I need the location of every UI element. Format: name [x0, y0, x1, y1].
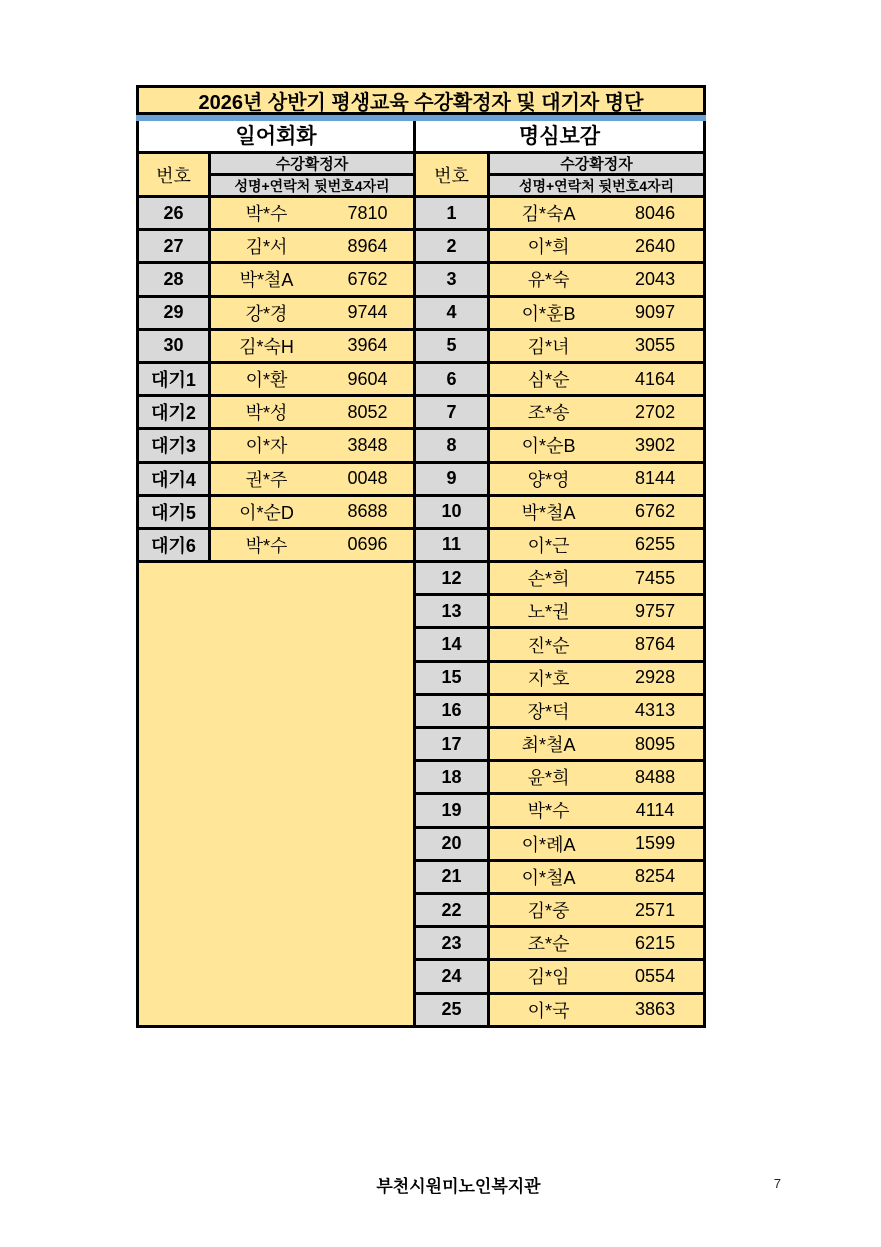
registrant-name: 박*철A — [239, 270, 294, 291]
registrant-name: 심*순 — [527, 370, 570, 391]
name-phone-header-left: 성명+연락처 뒷번호4자리 — [211, 176, 416, 198]
registrant-phone4: 9757 — [635, 600, 676, 621]
registrant-name: 이*환 — [245, 370, 288, 391]
name-phone-cell — [211, 264, 416, 297]
registrant-name: 조*송 — [527, 403, 570, 424]
row-no-cell: 2 — [416, 231, 490, 264]
registrant-name: 박*철A — [521, 502, 576, 523]
row-no-cell: 22 — [416, 895, 490, 928]
registrant-phone4: 9604 — [347, 368, 388, 389]
row-no-cell: 14 — [416, 629, 490, 662]
row-no-cell: 대기5 — [139, 497, 211, 530]
registrant-phone4: 8052 — [347, 401, 388, 422]
registrant-name: 유*숙 — [527, 270, 570, 291]
table-title: 2026년 상반기 평생교육 수강확정자 및 대기자 명단 — [136, 85, 706, 115]
name-phone-cell — [490, 596, 706, 629]
row-no-cell: 28 — [139, 264, 211, 297]
registrant-phone4: 4114 — [635, 799, 675, 820]
name-phone-cell — [490, 497, 706, 530]
name-phone-cell — [490, 696, 706, 729]
registrant-phone4: 8095 — [635, 733, 676, 754]
registrant-name: 진*순 — [527, 635, 570, 656]
registrant-name: 김*중 — [527, 901, 570, 922]
registrant-name: 이*근 — [527, 535, 570, 556]
registrant-name: 박*성 — [245, 403, 288, 424]
roster-grid — [136, 121, 706, 1028]
confirmed-header-right: 수강확정자 — [490, 154, 706, 176]
name-phone-cell — [490, 961, 706, 994]
name-phone-header-right: 성명+연락처 뒷번호4자리 — [490, 176, 706, 198]
row-no-cell: 27 — [139, 231, 211, 264]
registrant-name: 이*철A — [521, 867, 576, 888]
row-no-cell: 23 — [416, 928, 490, 961]
row-no-cell: 21 — [416, 862, 490, 895]
name-phone-cell — [211, 530, 416, 563]
page-number: 7 — [773, 1176, 781, 1191]
registrant-name: 손*희 — [527, 569, 570, 590]
registrant-phone4: 1599 — [635, 833, 676, 854]
name-phone-cell — [490, 397, 706, 430]
name-phone-cell — [490, 995, 706, 1028]
name-phone-cell — [490, 762, 706, 795]
registrant-phone4: 2702 — [635, 401, 676, 422]
registrant-phone4: 8046 — [635, 202, 676, 223]
registrant-phone4: 0048 — [347, 468, 388, 489]
registrant-phone4: 4164 — [635, 368, 676, 389]
name-phone-cell — [490, 298, 706, 331]
registrant-phone4: 0554 — [635, 965, 676, 986]
footer-organization: 부천시원미노인복지관 — [376, 1177, 541, 1196]
registrant-phone4: 7455 — [635, 567, 676, 588]
registrant-phone4: 8254 — [635, 866, 676, 887]
registrant-phone4: 8144 — [635, 468, 676, 489]
registrant-phone4: 3964 — [347, 335, 388, 356]
row-no-cell: 3 — [416, 264, 490, 297]
registrant-phone4: 8488 — [635, 766, 676, 787]
row-no-cell: 16 — [416, 696, 490, 729]
name-phone-cell — [490, 862, 706, 895]
registrant-phone4: 3863 — [635, 999, 676, 1020]
name-phone-cell — [211, 231, 416, 264]
registrant-name: 김*숙H — [239, 336, 294, 357]
name-phone-cell — [490, 231, 706, 264]
row-no-cell: 18 — [416, 762, 490, 795]
row-no-cell: 24 — [416, 961, 490, 994]
name-phone-cell — [490, 464, 706, 497]
row-no-cell: 17 — [416, 729, 490, 762]
row-no-cell: 대기2 — [139, 397, 211, 430]
row-no-cell: 20 — [416, 829, 490, 862]
name-phone-cell — [490, 364, 706, 397]
name-phone-cell — [211, 364, 416, 397]
registrant-name: 이*순B — [521, 436, 576, 457]
roster-table — [136, 85, 706, 1028]
name-phone-cell — [490, 729, 706, 762]
name-phone-cell — [211, 298, 416, 331]
row-no-cell: 4 — [416, 298, 490, 331]
registrant-phone4: 8764 — [635, 634, 676, 655]
row-no-cell: 대기6 — [139, 530, 211, 563]
name-phone-cell — [211, 497, 416, 530]
name-phone-cell — [490, 264, 706, 297]
registrant-phone4: 6215 — [635, 932, 676, 953]
row-no-cell: 25 — [416, 995, 490, 1028]
registrant-name: 장*덕 — [527, 701, 570, 722]
registrant-name: 김*숙A — [521, 204, 576, 225]
course-header-left — [139, 121, 416, 154]
name-phone-cell — [211, 464, 416, 497]
registrant-phone4: 6255 — [635, 534, 676, 555]
registrant-phone4: 7810 — [347, 202, 388, 223]
registrant-phone4: 3902 — [635, 434, 676, 455]
row-no-cell: 대기3 — [139, 430, 211, 463]
name-phone-cell — [490, 331, 706, 364]
name-phone-cell — [490, 198, 706, 231]
registrant-phone4: 9097 — [635, 302, 676, 323]
registrant-name: 양*영 — [527, 469, 570, 490]
row-no-cell: 19 — [416, 795, 490, 828]
no-column-header-left: 번호 — [139, 154, 211, 198]
name-phone-cell — [490, 430, 706, 463]
course-header-right — [416, 121, 706, 154]
name-phone-cell — [490, 795, 706, 828]
registrant-name: 김*서 — [245, 237, 288, 258]
name-phone-cell — [490, 829, 706, 862]
registrant-phone4: 2928 — [635, 667, 676, 688]
registrant-phone4: 2043 — [635, 268, 676, 289]
name-phone-cell — [211, 331, 416, 364]
row-no-cell: 15 — [416, 663, 490, 696]
course-name-right: 명심보감 — [517, 121, 602, 153]
row-no-cell: 8 — [416, 430, 490, 463]
registrant-name: 노*권 — [527, 602, 570, 623]
page-footer — [136, 1172, 781, 1197]
name-phone-cell — [490, 928, 706, 961]
registrant-phone4: 8964 — [347, 235, 388, 256]
confirmed-header-left: 수강확정자 — [211, 154, 416, 176]
registrant-phone4: 0696 — [347, 534, 388, 555]
name-phone-cell — [211, 430, 416, 463]
name-phone-cell — [211, 198, 416, 231]
row-no-cell: 5 — [416, 331, 490, 364]
registrant-phone4: 3055 — [635, 335, 676, 356]
registrant-name: 이*자 — [245, 436, 288, 457]
registrant-name: 이*례A — [521, 834, 576, 855]
registrant-phone4: 9744 — [347, 302, 388, 323]
row-no-cell: 6 — [416, 364, 490, 397]
registrant-phone4: 4313 — [635, 700, 676, 721]
registrant-name: 박*수 — [527, 801, 570, 822]
row-no-cell: 29 — [139, 298, 211, 331]
registrant-name: 강*경 — [245, 303, 288, 324]
name-phone-cell — [211, 397, 416, 430]
registrant-phone4: 8688 — [347, 501, 388, 522]
registrant-name: 권*주 — [245, 469, 288, 490]
row-no-cell: 12 — [416, 563, 490, 596]
row-no-cell: 11 — [416, 530, 490, 563]
name-phone-cell — [490, 629, 706, 662]
registrant-name: 최*철A — [521, 735, 576, 756]
row-no-cell: 7 — [416, 397, 490, 430]
registrant-phone4: 6762 — [635, 501, 676, 522]
no-column-header-right: 번호 — [416, 154, 490, 198]
registrant-phone4: 6762 — [347, 268, 388, 289]
registrant-name: 박*수 — [245, 204, 288, 225]
row-no-cell: 13 — [416, 596, 490, 629]
row-no-cell: 30 — [139, 331, 211, 364]
row-no-cell: 9 — [416, 464, 490, 497]
registrant-phone4: 2640 — [635, 235, 676, 256]
row-no-cell: 26 — [139, 198, 211, 231]
registrant-phone4: 2571 — [635, 899, 676, 920]
registrant-name: 이*순D — [239, 502, 294, 523]
registrant-name: 박*수 — [245, 535, 288, 556]
name-phone-cell — [490, 563, 706, 596]
course-name-left: 일어회화 — [233, 121, 318, 153]
registrant-name: 조*순 — [527, 934, 570, 955]
registrant-name: 이*국 — [527, 1000, 570, 1021]
name-phone-cell — [490, 530, 706, 563]
registrant-name: 윤*희 — [527, 768, 570, 789]
row-no-cell: 10 — [416, 497, 490, 530]
registrant-name: 김*녀 — [527, 336, 570, 357]
name-phone-cell — [490, 663, 706, 696]
registrant-name: 김*임 — [527, 967, 570, 988]
registrant-phone4: 3848 — [347, 434, 388, 455]
name-phone-cell — [490, 895, 706, 928]
registrant-name: 지*호 — [527, 668, 570, 689]
empty-merged-cell — [139, 563, 416, 1028]
row-no-cell: 대기1 — [139, 364, 211, 397]
row-no-cell: 1 — [416, 198, 490, 231]
row-no-cell: 대기4 — [139, 464, 211, 497]
registrant-name: 이*희 — [527, 237, 570, 258]
registrant-name: 이*훈B — [521, 303, 576, 324]
